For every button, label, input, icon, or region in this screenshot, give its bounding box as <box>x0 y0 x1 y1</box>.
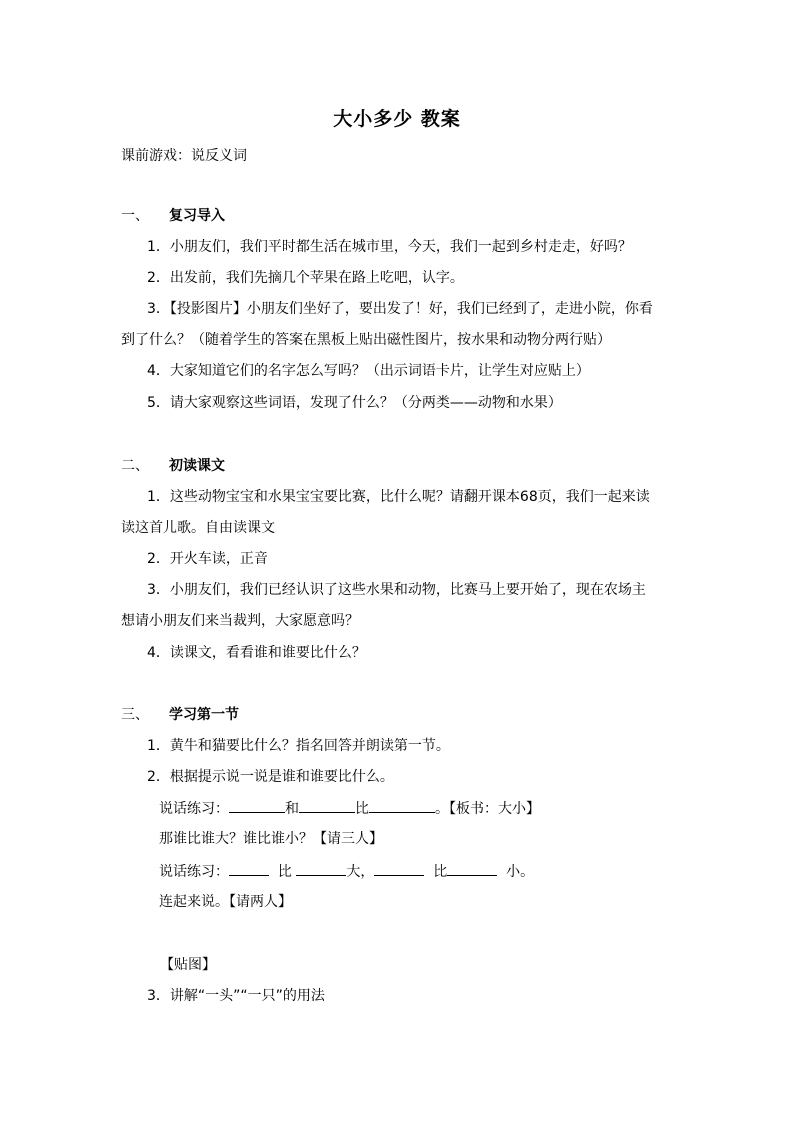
section2-number: 二、 <box>121 458 149 474</box>
section1-item-3-cont: 到了什么？（随着学生的答案在黑板上贴出磁性图片，按水果和动物分两行贴） <box>121 332 611 348</box>
section1-item-5: 5．请大家观察这些词语，发现了什么？（分两类——动物和水果） <box>147 395 562 411</box>
practice2-prefix: 说话练习： <box>159 864 229 880</box>
document-title: 大小多少 教案 <box>333 108 461 130</box>
section2-title: 初读课文 <box>169 458 225 474</box>
practice2-xiao: 小。 <box>506 864 535 880</box>
section3-item-1: 1．黄牛和猫要比什么？指名回答并朗读第一节。 <box>147 738 450 754</box>
speaking-practice-1 <box>159 798 540 819</box>
section3-item-2: 2．根据提示说一说是谁和谁要比什么。 <box>147 769 394 785</box>
fill-blank <box>229 861 269 876</box>
connect-instruction: 连起来说。【请两人】 <box>159 894 292 910</box>
comparison-question: 那谁比谁大？谁比谁小？【请三人】 <box>159 831 383 847</box>
pre-class-game: 课前游戏：说反义词 <box>121 148 247 164</box>
section1-title: 复习导入 <box>169 208 225 224</box>
fill-blank <box>296 861 346 876</box>
section1-item-3: 3．【投影图片】小朋友们坐好了，要出发了！好，我们已经到了，走进小院，你看 <box>147 301 653 317</box>
practice1-end: 。【板书：大小】 <box>435 801 540 817</box>
practice2-da: 大， <box>346 864 375 880</box>
practice2-bi-1: 比 <box>277 864 292 880</box>
section2-item-4: 4．读课文，看看谁和谁要比什么？ <box>147 645 366 661</box>
fill-blank <box>299 798 355 813</box>
section2-item-1-cont: 读这首儿歌。自由读课文 <box>121 520 275 536</box>
fill-blank <box>374 861 424 876</box>
fill-blank <box>447 861 497 876</box>
section2-item-3-cont: 想请小朋友们来当裁判，大家愿意吗？ <box>121 613 359 629</box>
fill-blank <box>369 798 435 813</box>
practice1-he: 和 <box>285 801 299 817</box>
section1-item-4: 4．大家知道它们的名字怎么写吗？（出示词语卡片，让学生对应贴上） <box>147 363 590 379</box>
section2-item-2: 2．开火车读，正音 <box>147 551 268 567</box>
speaking-practice-2 <box>159 861 534 882</box>
practice1-prefix: 说话练习： <box>159 801 229 817</box>
section2-item-1: 1．这些动物宝宝和水果宝宝要比赛，比什么呢？请翻开课本68页，我们一起来读 <box>147 489 650 505</box>
section1-item-2: 2．出发前，我们先摘几个苹果在路上吃吧，认字。 <box>147 270 464 286</box>
practice2-bi-2: 比 <box>433 864 448 880</box>
paste-picture-note: 【贴图】 <box>160 957 216 973</box>
section2-item-3: 3．小朋友们，我们已经认识了这些水果和动物，比赛马上要开始了，现在农场主 <box>147 582 646 598</box>
section3-title: 学习第一节 <box>169 707 239 723</box>
section1-item-1: 1．小朋友们，我们平时都生活在城市里，今天，我们一起到乡村走走，好吗？ <box>147 239 632 255</box>
section1-number: 一、 <box>121 208 149 224</box>
fill-blank <box>229 798 285 813</box>
section3-number: 三、 <box>121 707 149 723</box>
practice1-bi: 比 <box>355 801 369 817</box>
section3-item-3: 3．讲解“一头”“一只”的用法 <box>147 988 325 1004</box>
